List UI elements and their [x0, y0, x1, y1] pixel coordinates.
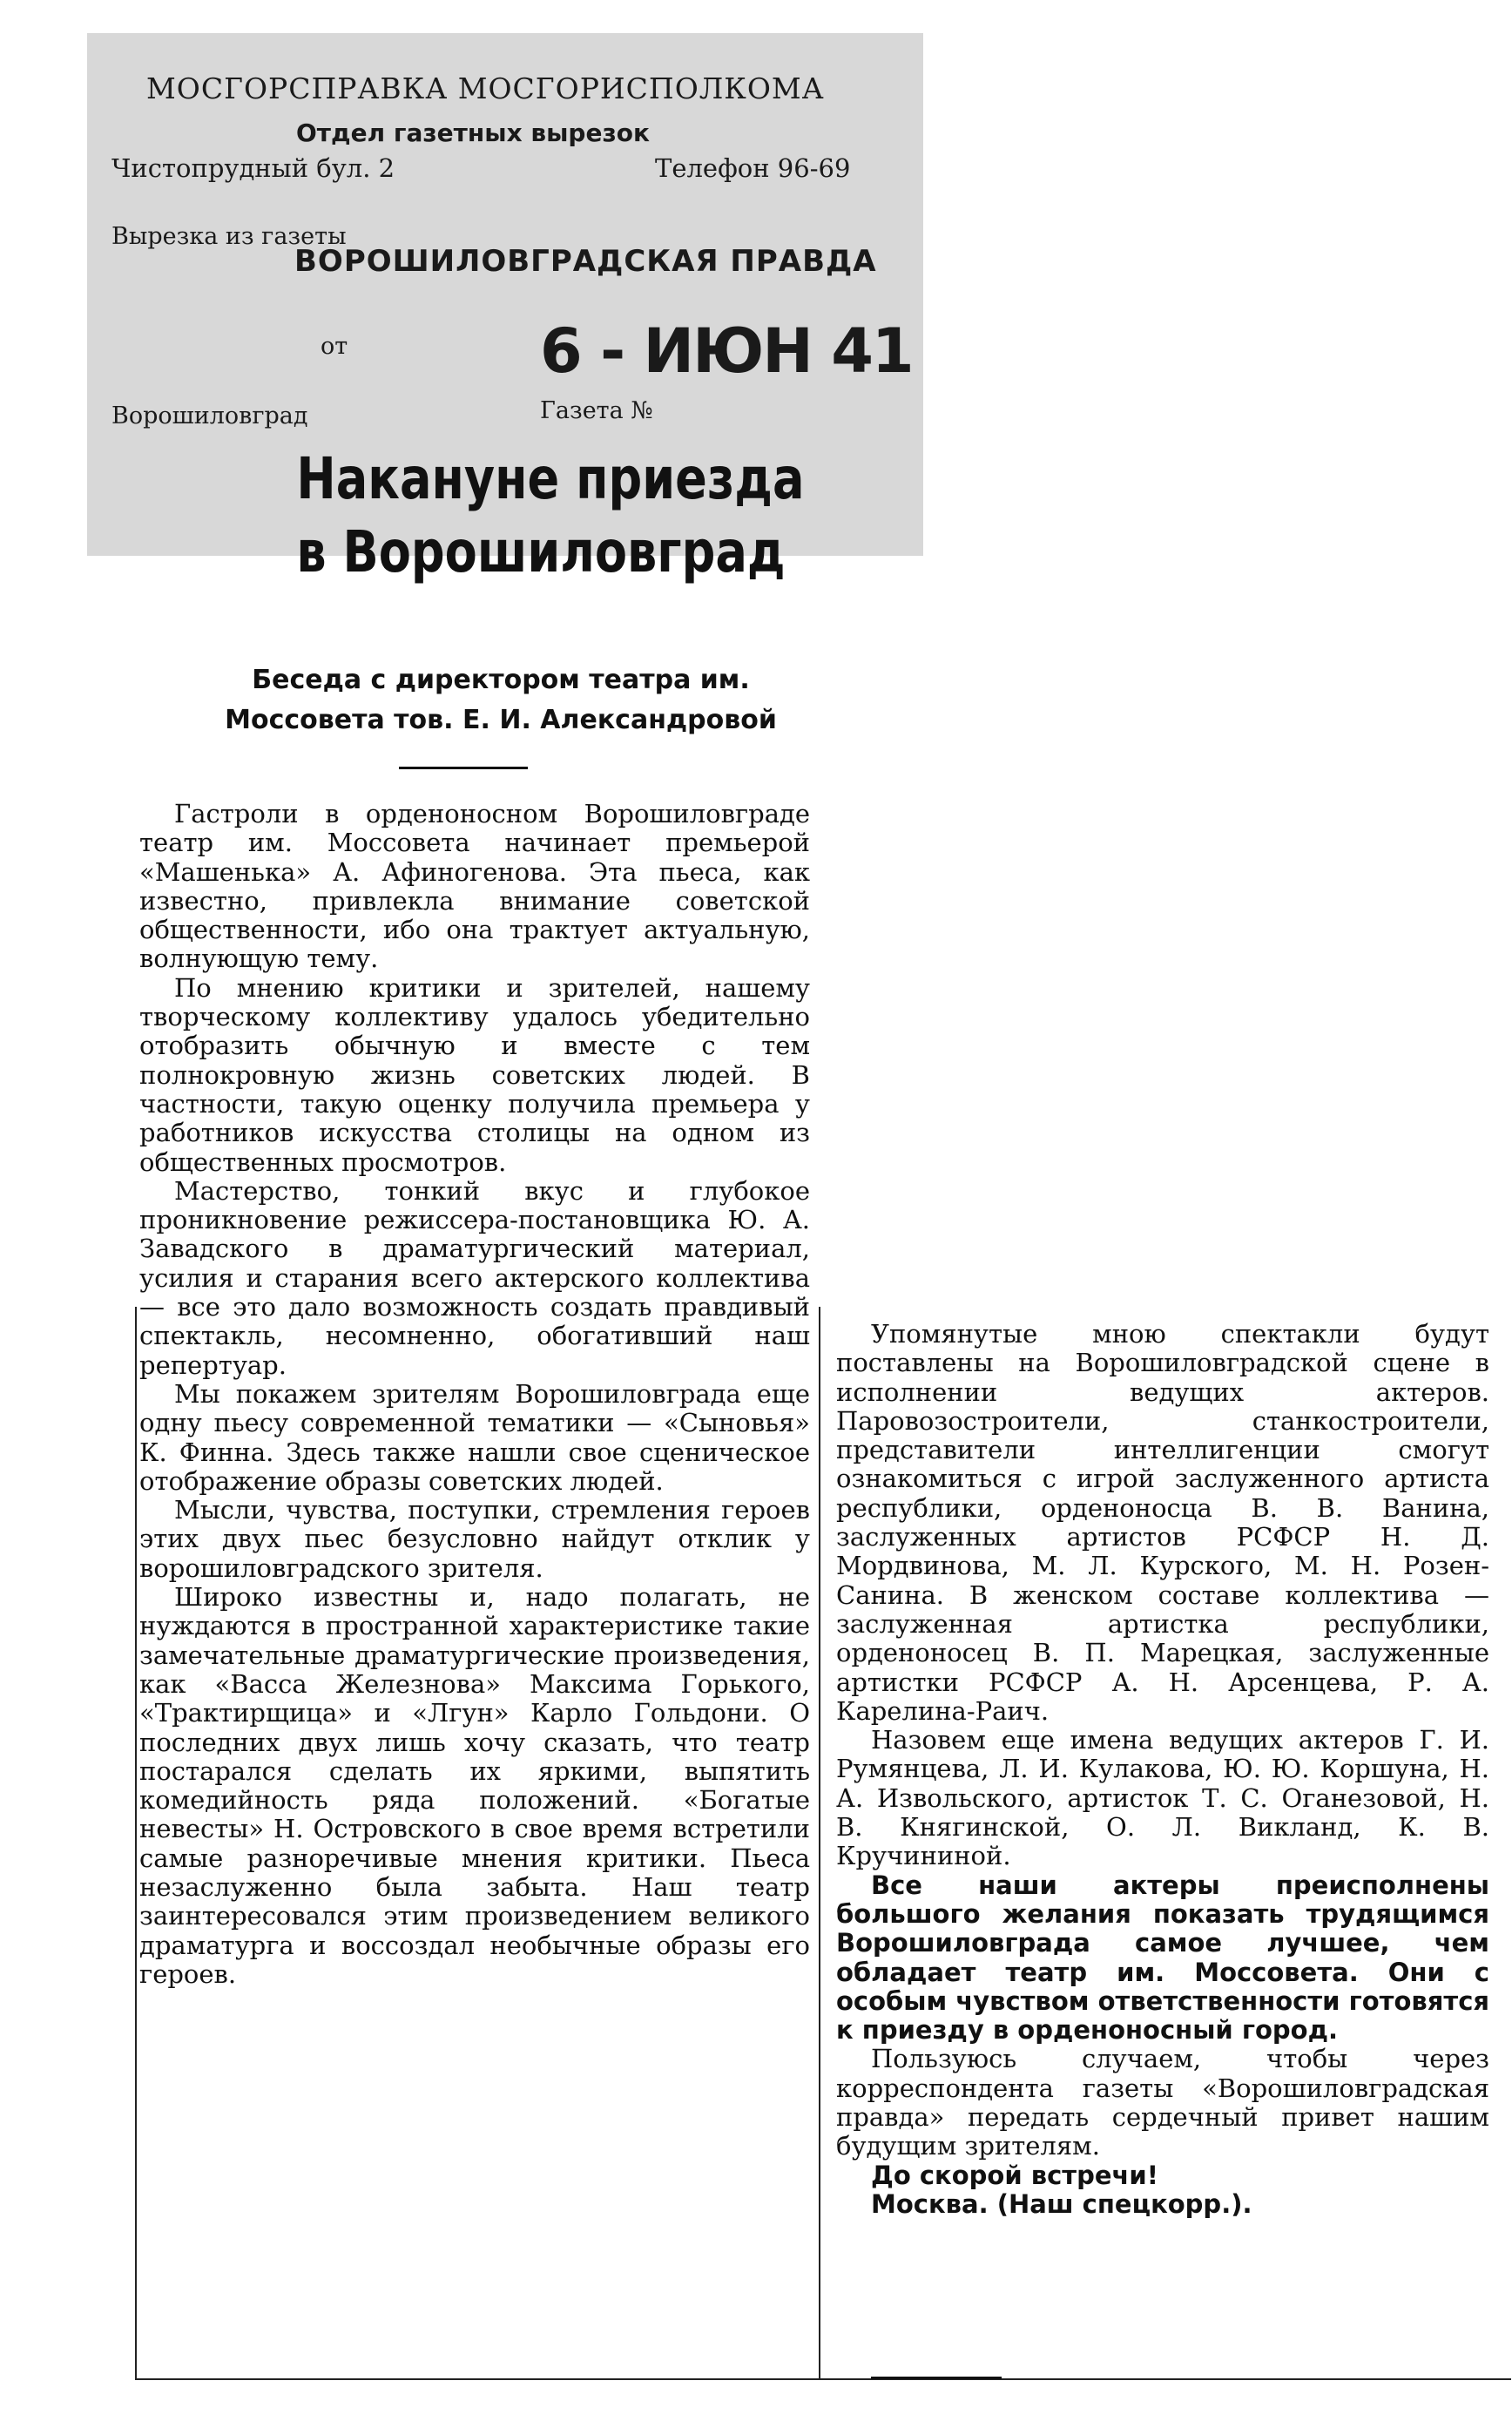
bureau-address: Чистопрудный бул. 2	[111, 153, 395, 183]
paragraph: Назовем еще имена ведущих актеров Г. И. Румянцева, Л. И. Кулакова, Ю. Ю. Коршуна, Н. А. Извольского, артисток Т. С. Оганезовой, Н. В. Княгинской, О. Л. Викланд, К. В. Кручининой.	[836, 1725, 1489, 1871]
left-column	[139, 800, 810, 1989]
bureau-name: МОСГОРСПРАВКА МОСГОРИСПОЛКОМА	[146, 71, 825, 105]
paragraph: Пользуюсь случаем, чтобы через корреспондента газеты «Ворошиловградская правда» передать сердечный привет нашим будущим зрителям.	[836, 2044, 1489, 2161]
subtitle-line-2: Моссовета тов. Е. И. Александровой	[225, 705, 777, 735]
paragraph: Все наши актеры преисполнены большого желания показать трудящимся Ворошиловграда самое лучшее, чем обладает театр им. Моссовета. Они с особым чувством ответственности готовятся к приезду в орденоносный город.	[836, 1870, 1489, 2046]
headline-line-1: Накануне приезда	[296, 445, 805, 512]
paragraph: Мастерство, тонкий вкус и глубокое проникновение режиссера-постановщика Ю. А. Завадского в драматургический материал, усилия и старания всего актерского коллектива — все это дало возможность создать правдивый спектакль, несомненно, обогативший наш репертуар.	[139, 1175, 810, 1380]
signature: Москва. (Наш спецкорр.).	[871, 2188, 1252, 2219]
closing-line: До скорой встречи!	[871, 2160, 1158, 2190]
column-border-left	[135, 1307, 137, 2378]
right-column	[836, 1320, 1489, 2219]
bureau-phone: Телефон 96-69	[655, 153, 851, 183]
department-name: Отдел газетных вырезок	[296, 118, 650, 147]
title-divider	[399, 767, 528, 769]
paragraph: Гастроли в орденоносном Ворошиловграде театр им. Моссовета начинает премьерой «Машенька» А. Афиногенова. Эта пьеса, как известно, привлекла внимание советской общественности, ибо она трактует актуальную, волнующую тему.	[139, 799, 810, 974]
date-stamp: 6 - ИЮН 41	[540, 315, 913, 387]
issue-number-label: Газета №	[540, 397, 653, 424]
end-divider	[871, 2377, 1002, 2379]
headline-line-2: в Ворошиловград	[296, 518, 786, 585]
paragraph: Широко известны и, надо полагать, не нуждаются в пространной характеристике такие замечательные драматургические произведения, как «Васса Железнова» Максима Горького, «Трактирщица» и «Лгун» Карло Гольдони. О последних двух лишь хочу сказать, что театр постарался сделать их яркими, выпятить комедийность ряда положений. «Богатые невесты» Н. Островского в свое время встретили самые разноречивые мнения критики. Пьеса незаслуженно была забыта. Наш театр заинтересовался этим произведением великого драматурга и воссоздал необычные образы его героев.	[139, 1582, 810, 1989]
subtitle-line-1: Беседа с директором театра им.	[252, 665, 750, 695]
article-headline	[296, 443, 805, 589]
article-subtitle	[139, 660, 862, 741]
paragraph: По мнению критики и зрителей, нашему творческому коллективу удалось убедительно отобразить обычную и вместе с тем полнокровную жизнь советских людей. В частности, такую оценку получила премьера у работников искусства столицы на одном из общественных просмотров.	[139, 972, 810, 1177]
paragraph: Мысли, чувства, поступки, стремления героев этих двух пьес безусловно найдут отклик у ворошиловградского зрителя.	[139, 1495, 810, 1583]
date-from-label: от	[321, 333, 348, 360]
city-label: Ворошиловград	[111, 402, 308, 429]
column-border-bottom	[135, 2378, 1511, 2380]
paragraph: Мы покажем зрителям Ворошиловграда еще одну пьесу современной тематики — «Сыновья» К. Финна. Здесь также нашли свое сценическое отображение образы советских людей.	[139, 1378, 810, 1496]
clipping-from-label: Вырезка из газеты	[111, 223, 347, 250]
paragraph: Упомянутые мною спектакли будут поставлены на Ворошиловградской сцене в исполнении ведущих актеров. Паровозостроители, станкостроители, представители интеллигенции смогут ознакомиться с игрой заслуженного артиста республики, орденоносца В. В. Ванина, заслуженных артистов РСФСР Н. Д. Мордвинова, М. Л. Курского, М. Н. Розен-Санина. В женском составе коллектива — заслуженная артистка республики, орденоносец В. П. Марецкая, заслуженные артистки РСФСР А. Н. Арсенцева, Р. А. Карелина-Раич.	[836, 1319, 1489, 1726]
newspaper-name: ВОРОШИЛОВГРАДСКАЯ ПРАВДА	[294, 244, 877, 279]
column-border-middle	[819, 1307, 820, 2378]
